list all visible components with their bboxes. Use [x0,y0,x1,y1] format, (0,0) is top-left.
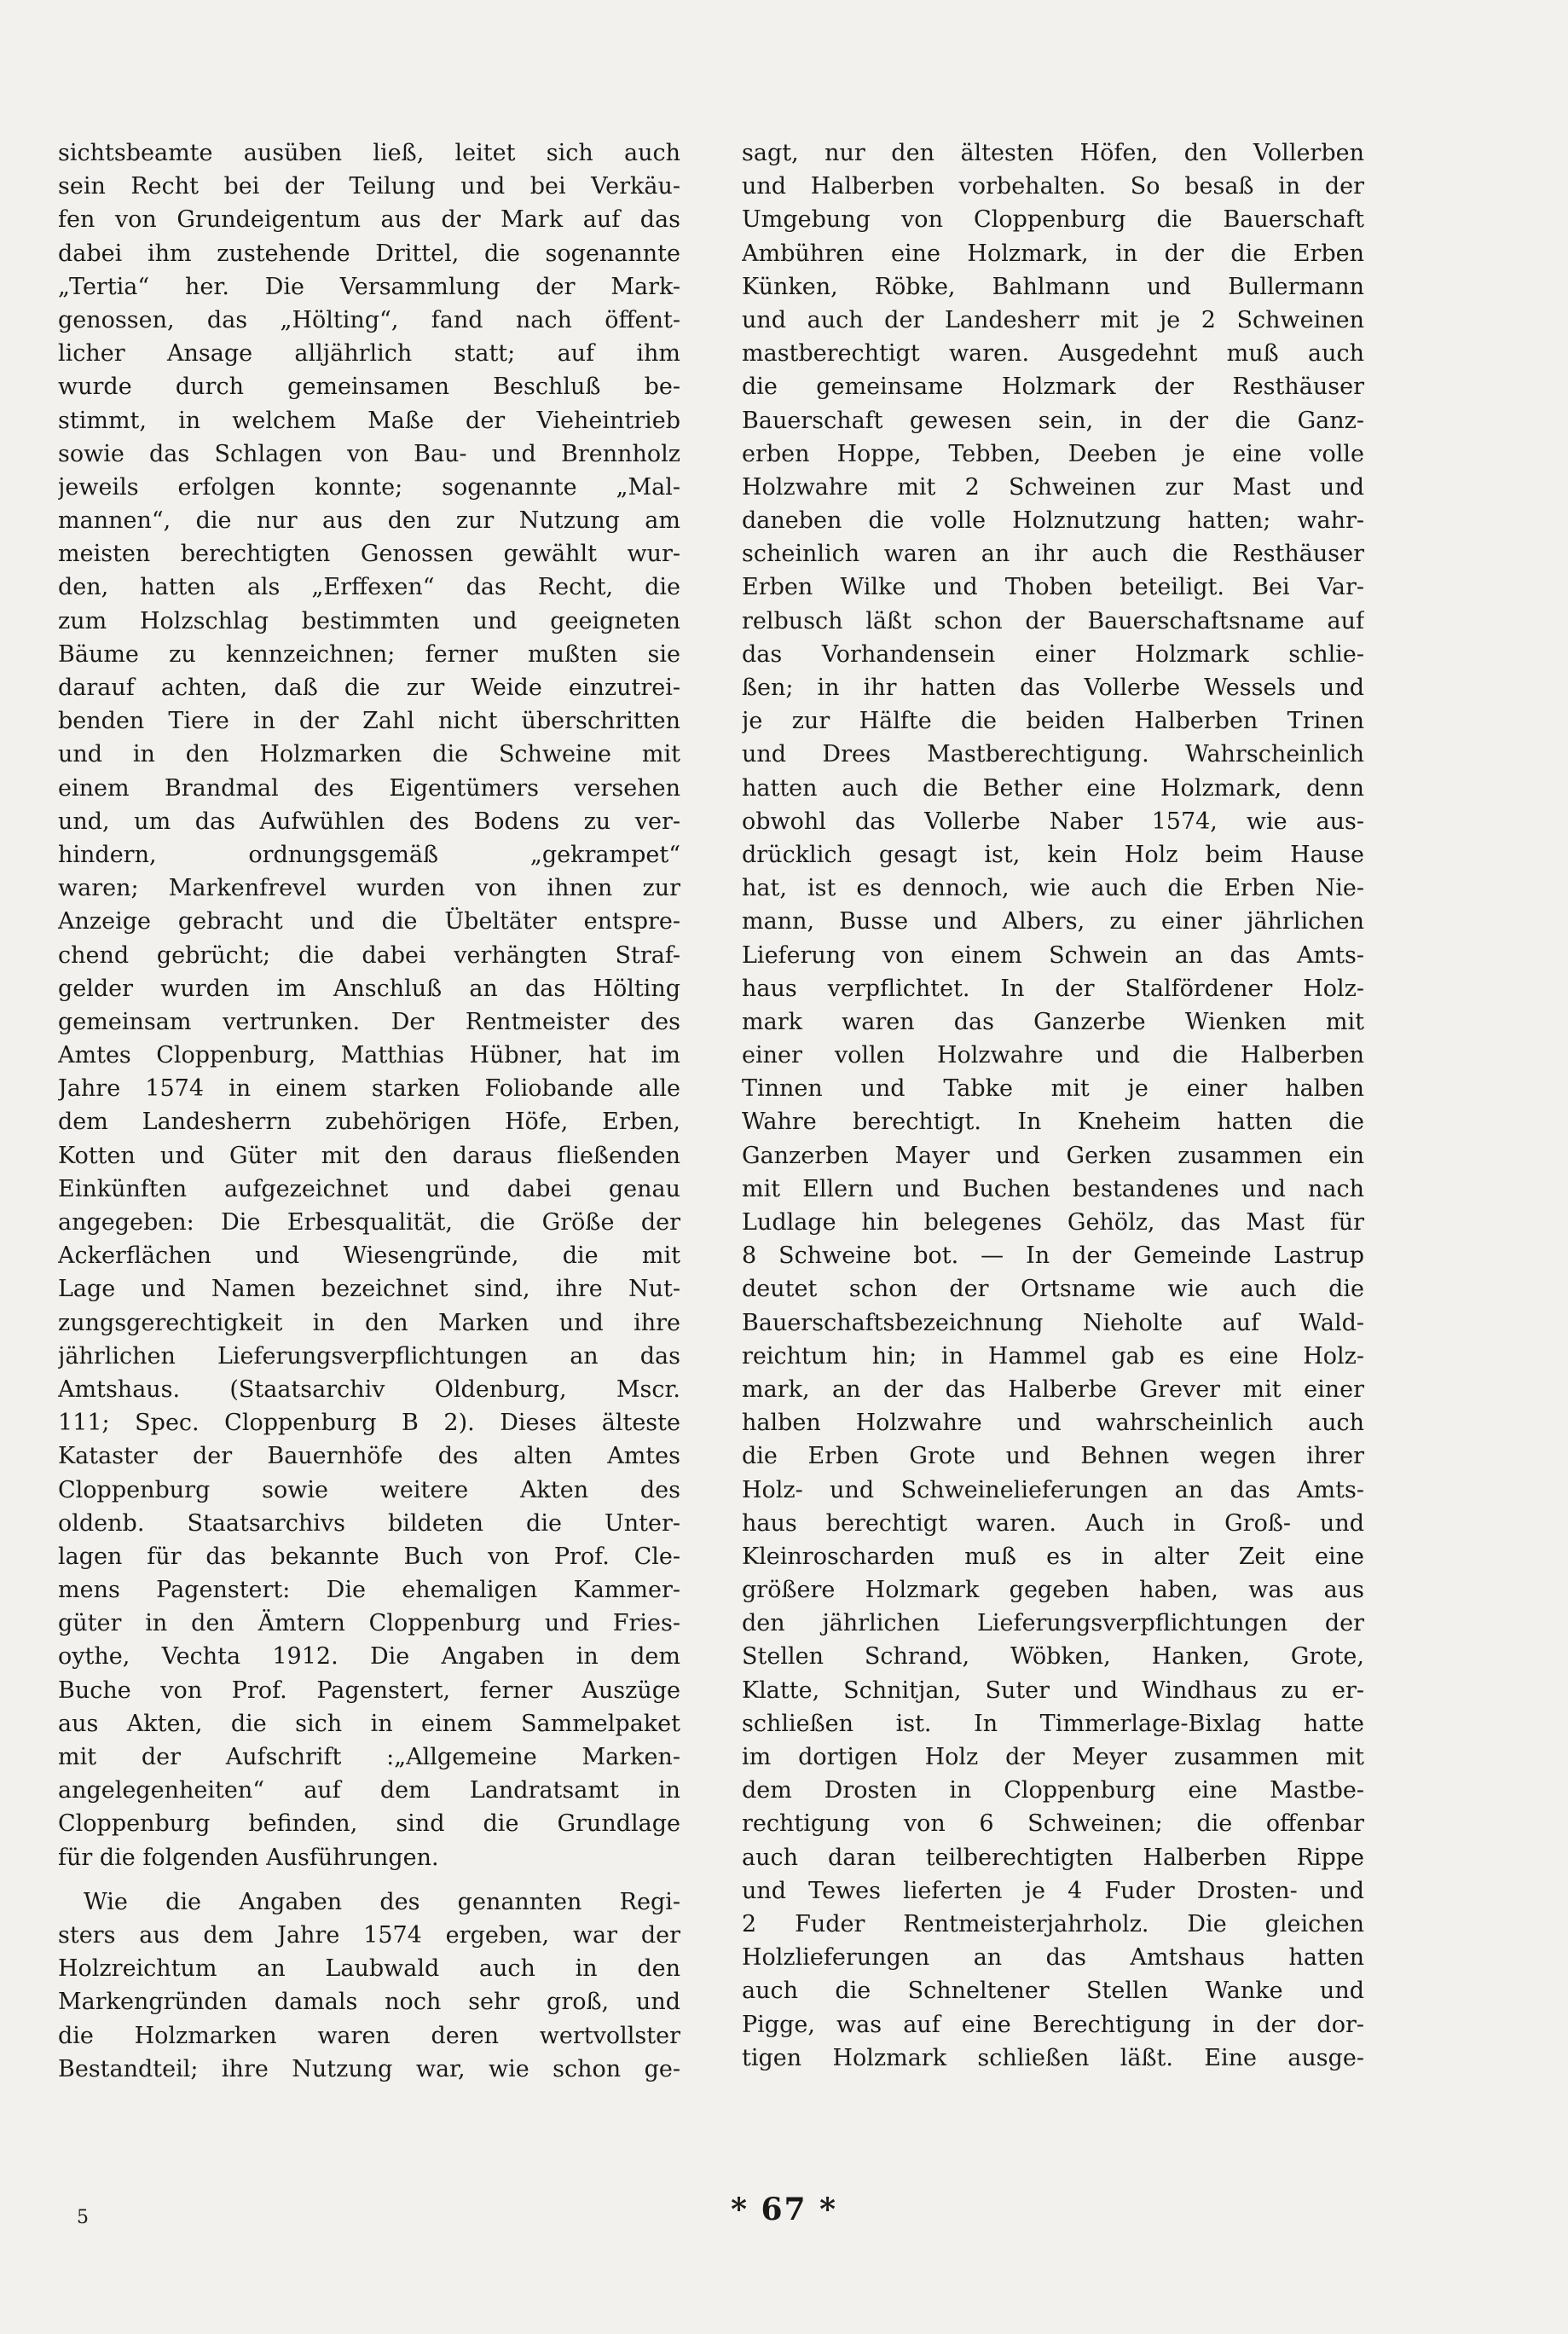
text-line: Bauerschaftsbezeichnung Nieholte auf Wald- [742,1309,1364,1336]
text-line: dabei ihm zustehende Drittel, die sogenannte [58,240,680,267]
text-line: Ambühren eine Holzmark, in der die Erben [742,240,1364,267]
text-line: Kleinroscharden muß es in alter Zeit eine [742,1543,1364,1570]
text-line: sters aus dem Jahre 1574 ergeben, war der [58,1921,680,1949]
text-line: wurde durch gemeinsamen Beschluß be- [58,374,680,401]
text-line: auch die Schneltener Stellen Wanke und [742,1978,1364,2005]
text-line: Amtes Cloppenburg, Matthias Hübner, hat im [58,1042,680,1069]
text-line: relbusch läßt schon der Bauerschaftsname auf [742,607,1364,634]
text-line: Bäume zu kennzeichnen; ferner mußten sie [58,640,680,668]
text-line: für die folgenden Ausführungen. [58,1844,439,1871]
text-line: mit der Aufschrift :„Allgemeine Marken- [58,1744,680,1770]
text-line: oythe, Vechta 1912. Die Angaben in dem [58,1643,680,1671]
text-line: obwohl das Vollerbe Naber 1574, wie aus- [742,808,1364,835]
text-line: einem Brandmal des Eigentümers versehen [58,774,680,802]
text-line: meisten berechtigten Genossen gewählt wur- [58,541,680,568]
text-line: und Halberben vorbehalten. So besaß in der [742,173,1364,200]
text-line: haus verpflichtet. In der Stalfördener Holz- [742,975,1364,1002]
text-line: gelder wurden im Anschluß an das Hölting [58,975,680,1002]
text-line: und Drees Mastberechtigung. Wahrscheinlich [742,741,1364,768]
text-line: die gemeinsame Holzmark der Resthäuser [742,374,1364,401]
text-line: sagt, nur den ältesten Höfen, den Vollerben [742,140,1364,166]
text-line: fen von Grundeigentum aus der Mark auf das [58,206,680,234]
text-line: Cloppenburg befinden, sind die Grundlage [58,1810,680,1838]
text-line: Holzreichtum an Laubwald auch in den [58,1955,680,1983]
text-line: auch daran teilberechtigten Halberben Rippe [742,1844,1364,1871]
text-line: darauf achten, daß die zur Weide einzutrei- [58,675,680,701]
text-line: Holz- und Schweinelieferungen an das Amts- [742,1476,1364,1503]
text-line: mit Ellern und Buchen bestandenes und nach [742,1175,1364,1202]
text-line: mastberechtigt waren. Ausgedehnt muß auch [742,340,1364,368]
text-line: chend gebrücht; die dabei verhängten Straf- [58,941,680,969]
text-line: Lage und Namen bezeichnet sind, ihre Nut- [58,1276,680,1303]
text-line: Ackerflächen und Wiesengründe, die mit [58,1242,680,1270]
text-line: hat, ist es dennoch, wie auch die Erben Nie- [742,875,1364,902]
text-line: Pigge, was auf eine Berechtigung in der dor- [742,2011,1364,2038]
text-line: benden Tiere in der Zahl nicht überschritten [58,708,680,735]
text-line: jeweils erfolgen konnte; sogenannte „Mal- [58,473,680,501]
text-line: angelegenheiten“ auf dem Landratsamt in [58,1777,680,1804]
text-line: Tinnen und Tabke mit je einer halben [742,1075,1364,1103]
text-line: Wahre berechtigt. In Kneheim hatten die [742,1109,1364,1136]
text-line: hindern, ordnungsgemäß „gekrampet“ [58,841,680,868]
text-line: Jahre 1574 in einem starken Foliobande alle [58,1075,680,1103]
text-line: Umgebung von Cloppenburg die Bauerschaft [742,206,1364,234]
text-line: Anzeige gebracht und die Übeltäter entspre- [58,908,680,935]
text-line: Ludlage hin belegenes Gehölz, das Mast für [742,1209,1364,1236]
text-line: dem Landesherrn zubehörigen Höfe, Erben, [58,1109,680,1136]
text-line: „Tertia“ her. Die Versammlung der Mark- [58,273,680,300]
text-line: waren; Markenfrevel wurden von ihnen zur [58,875,680,902]
text-line: das Vorhandensein einer Holzmark schlie- [742,640,1364,668]
text-line: güter in den Ämtern Cloppenburg und Fries- [58,1610,680,1637]
text-line: stimmt, in welchem Maße der Vieheintrieb [58,407,680,434]
text-line: Ganzerben Mayer und Gerken zusammen ein [742,1142,1364,1169]
text-line: erben Hoppe, Tebben, Deeben je eine volle [742,440,1364,467]
text-line: halben Holzwahre und wahrscheinlich auch [742,1410,1364,1437]
text-line: Wie die Angaben des genannten Regi- [84,1888,680,1915]
text-line: rechtigung von 6 Schweinen; die offenbar [742,1810,1364,1838]
text-line: Kataster der Bauernhöfe des alten Amtes [58,1443,680,1470]
text-line: licher Ansage alljährlich statt; auf ihm [58,340,680,368]
text-line: drücklich gesagt ist, kein Holz beim Hause [742,841,1364,868]
text-line: sowie das Schlagen von Bau- und Brennholz [58,440,680,467]
text-line: Buche von Prof. Pagenstert, ferner Auszüge [58,1677,680,1704]
text-line: 8 Schweine bot. — In der Gemeinde Lastrup [742,1242,1364,1270]
text-line: reichtum hin; in Hammel gab es eine Holz- [742,1342,1364,1370]
text-line: Erben Wilke und Thoben beteiligt. Bei Var- [742,574,1364,601]
text-line: den, hatten als „Erffexen“ das Recht, die [58,574,680,601]
text-line: und in den Holzmarken die Schweine mit [58,741,680,768]
text-line: aus Akten, die sich in einem Sammelpaket [58,1710,680,1737]
text-line: scheinlich waren an ihr auch die Resthäuser [742,541,1364,568]
text-line: die Erben Grote und Behnen wegen ihrer [742,1443,1364,1470]
right-column [742,136,1364,2075]
text-line: ßen; in ihr hatten das Vollerbe Wessels und [742,675,1364,701]
text-line: den jährlichen Lieferungsverpflichtungen der [742,1610,1364,1637]
text-line: jährlichen Lieferungsverpflichtungen an das [58,1342,680,1370]
page-number: * 67 * [731,2192,837,2227]
text-line: Lieferung von einem Schwein an das Amts- [742,941,1364,969]
text-line: lagen für das bekannte Buch von Prof. Cle- [58,1543,680,1570]
text-line: oldenb. Staatsarchivs bildeten die Unter- [58,1509,680,1537]
text-line: einer vollen Holzwahre und die Halberben [742,1042,1364,1069]
text-line: und auch der Landesherr mit je 2 Schweinen [742,306,1364,333]
text-line: daneben die volle Holznutzung hatten; wahr- [742,507,1364,535]
text-line: haus berechtigt waren. Auch in Groß- und [742,1509,1364,1537]
left-column [58,136,680,2086]
text-line: Bestandteil; ihre Nutzung war, wie schon ge- [58,2055,680,2082]
text-line: zungsgerechtigkeit in den Marken und ihre [58,1309,680,1336]
text-line: im dortigen Holz der Meyer zusammen mit [742,1744,1364,1770]
text-line: und Tewes lieferten je 4 Fuder Drosten- und [742,1877,1364,1904]
text-line: hatten auch die Bether eine Holzmark, denn [742,774,1364,802]
text-line: schließen ist. In Timmerlage-Bixlag hatte [742,1710,1364,1737]
text-line: mark, an der das Halberbe Grever mit einer [742,1375,1364,1403]
text-line: Einkünften aufgezeichnet und dabei genau [58,1175,680,1202]
text-line: Stellen Schrand, Wöbken, Hanken, Grote, [742,1643,1364,1671]
text-line: größere Holzmark gegeben haben, was aus [742,1577,1364,1604]
text-line: Markengründen damals noch sehr groß, und [58,1989,680,2016]
text-line: und, um das Aufwühlen des Bodens zu ver- [58,808,680,835]
text-line: mens Pagenstert: Die ehemaligen Kammer- [58,1577,680,1604]
text-line: mannen“, die nur aus den zur Nutzung am [58,507,680,535]
text-line: Klatte, Schnitjan, Suter und Windhaus zu er- [742,1677,1364,1704]
text-line: tigen Holzmark schließen läßt. Eine ausge- [742,2044,1364,2071]
text-line: mann, Busse und Albers, zu einer jährlichen [742,908,1364,935]
text-line: mark waren das Ganzerbe Wienken mit [742,1008,1364,1035]
text-line: angegeben: Die Erbesqualität, die Größe der [58,1209,680,1236]
text-line: je zur Hälfte die beiden Halberben Trinen [742,708,1364,735]
text-line: Amtshaus. (Staatsarchiv Oldenburg, Mscr. [58,1375,680,1403]
text-line: die Holzmarken waren deren wertvollster [58,2022,680,2049]
text-line: Cloppenburg sowie weitere Akten des [58,1476,680,1503]
text-line: Künken, Röbke, Bahlmann und Bullermann [742,273,1364,300]
text-line: Holzlieferungen an das Amtshaus hatten [742,1944,1364,1972]
text-line: sein Recht bei der Teilung und bei Verkäu- [58,173,680,200]
text-line: genossen, das „Hölting“, fand nach öffent- [58,306,680,333]
text-line: gemeinsam vertrunken. Der Rentmeister des [58,1008,680,1035]
text-line: Holzwahre mit 2 Schweinen zur Mast und [742,473,1364,501]
text-line: 2 Fuder Rentmeisterjahrholz. Die gleichen [742,1910,1364,1937]
text-line: 111; Spec. Cloppenburg B 2). Dieses älteste [58,1410,680,1437]
text-line: Kotten und Güter mit den daraus fließenden [58,1142,680,1169]
text-line: deutet schon der Ortsname wie auch die [742,1276,1364,1303]
signature-mark: 5 [77,2207,89,2228]
text-line: Bauerschaft gewesen sein, in der die Ganz- [742,407,1364,434]
text-line: zum Holzschlag bestimmten und geeigneten [58,607,680,634]
text-line: sichtsbeamte ausüben ließ, leitet sich auch [58,140,680,166]
text-line: dem Drosten in Cloppenburg eine Mastbe- [742,1777,1364,1804]
